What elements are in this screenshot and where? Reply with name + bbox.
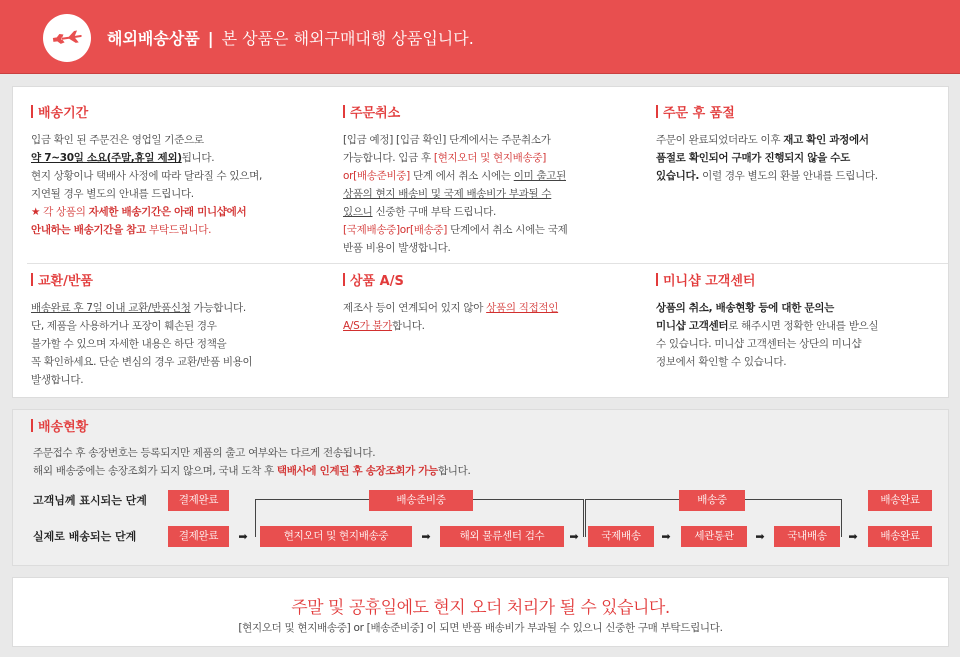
stage-delivered: 배송완료 (868, 490, 932, 511)
stage-payment-complete: 결제완료 (168, 490, 229, 511)
section-body: 입금 확인 된 주문건은 영업일 기준으로 약 7~30일 소요(주말,휴일 제외)됩니다. 현지 상황이나 택배사 사정에 따라 달라질 수 있으며, 지연될 경우 별도의 안내를 드립니다. ★ 각 상품의 자세한 배송기간은 아래 미니샵에서 안내하는 배송기간을 참고 부탁드립니다. (31, 134, 263, 236)
row-label-displayed: 고객님께 표시되는 단계 (33, 494, 147, 507)
status-description: 주문접수 후 송장번호는 등록되지만 제품의 출고 여부와는 다르게 전송됩니다. 해외 배송중에는 송장조회가 되지 않으며, 국내 도착 후 택배사에 인계된 후 송장조회가 가능합니다. (33, 447, 471, 477)
section-cancel (343, 105, 638, 257)
section-body: [입금 예정] [입금 확인] 단계에서는 주문취소가 가능합니다. 입금 후 [현지오더 및 현지배송중] or[배송준비중] 단계 에서 취소 시에는 이미 출고된 상품의 현지 배송비 및 국제 배송비가 부과될 수 있으니 신중한 구매 부탁 드립니다. [국제배송중]or[배송중] 단계에서 취소 시에는 국제 반품 비용이 발생합니다. (343, 134, 568, 254)
connector-line (585, 499, 679, 500)
stage-international-shipping: 국제배송 (588, 526, 654, 547)
arrow-right-icon: ➡ (238, 530, 248, 543)
stage-shipping: 배송중 (679, 490, 745, 511)
connector-line (255, 499, 369, 500)
connector-line (585, 499, 586, 537)
arrow-right-icon: ➡ (661, 530, 671, 543)
arrow-right-icon: ➡ (848, 530, 858, 543)
notice-panel (12, 577, 949, 647)
section-title: 교환/반품 (31, 273, 326, 291)
header-title (107, 27, 474, 51)
section-body: 제조사 등이 연계되어 있지 않아 상품의 직접적인 A/S가 불가합니다. (343, 302, 559, 332)
connector-line (583, 499, 584, 537)
arrow-right-icon: ➡ (421, 530, 431, 543)
delivery-status-panel (12, 409, 949, 566)
section-title: 미니샵 고객센터 (656, 273, 951, 291)
notice-sub: [현지오더 및 현지배송중] or [배송준비중] 이 되면 반품 배송비가 부과될 수 있으니 신중한 구매 부탁드립니다. (238, 622, 723, 634)
stage-customs: 세관통관 (681, 526, 747, 547)
section-body: 배송완료 후 7일 이내 교환/반품신청 가능합니다. 단, 제품을 사용하거나 포장이 훼손된 경우 불가할 수 있으며 자세한 내용은 하단 정책을 꼭 확인하세요. 단순 변심의 경우 교환/반품 비용이 발생합니다. (31, 302, 253, 386)
stage-delivered: 배송완료 (868, 526, 932, 547)
section-title: 배송기간 (31, 105, 326, 123)
airplane-icon (43, 14, 91, 62)
stage-preparing: 배송준비중 (369, 490, 473, 511)
section-title: 주문 후 품절 (656, 105, 951, 123)
section-title: 주문취소 (343, 105, 638, 123)
stage-payment-complete: 결제완료 (168, 526, 229, 547)
arrow-right-icon: ➡ (569, 530, 579, 543)
header-title-main: 해외배송상품 (107, 29, 200, 48)
header-separator: | (207, 29, 214, 48)
panel-divider (27, 263, 948, 264)
status-title: 배송현황 (31, 419, 88, 437)
section-body: 주문이 완료되었더라도 이후 재고 확인 과정에서 품절로 확인되어 구매가 진행되지 않을 수도 있습니다. 이럴 경우 별도의 환불 안내를 드립니다. (656, 134, 878, 182)
arrow-right-icon: ➡ (755, 530, 765, 543)
section-body: 상품의 취소, 배송현황 등에 대한 문의는 미니샵 고객센터로 해주시면 정확한 안내를 받으실 수 있습니다. 미니샵 고객센터는 상단의 미니샵 정보에서 확인할 수 있습니다. (656, 302, 879, 368)
connector-line (255, 499, 256, 537)
connector-line (745, 499, 841, 500)
header-banner (0, 0, 960, 74)
stage-warehouse-inspection: 해외 물류센터 검수 (440, 526, 564, 547)
row-label-actual: 실제로 배송되는 단계 (33, 530, 137, 543)
stage-local-order: 현지오더 및 현지배송중 (260, 526, 412, 547)
stage-domestic-shipping: 국내배송 (774, 526, 840, 547)
section-as (343, 273, 638, 335)
section-exchange (31, 273, 326, 389)
connector-line (841, 499, 842, 537)
section-title: 상품 A/S (343, 273, 638, 291)
section-out-of-stock (656, 105, 951, 185)
connector-line (473, 499, 583, 500)
section-customer-center (656, 273, 951, 371)
notice-main: 주말 및 공휴일에도 현지 오더 처리가 될 수 있습니다. (291, 598, 670, 618)
info-panel (12, 86, 949, 398)
header-subtitle: 본 상품은 해외구매대행 상품입니다. (221, 29, 474, 48)
section-delivery-period (31, 105, 326, 239)
